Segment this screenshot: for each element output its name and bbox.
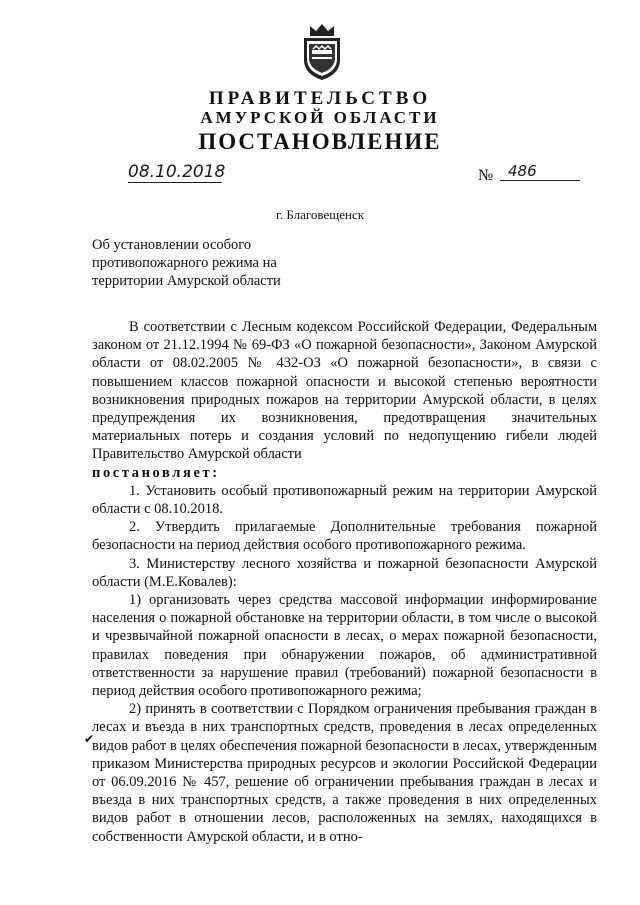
region-title: АМУРСКОЙ ОБЛАСТИ (200, 108, 440, 127)
preamble-paragraph: В соответствии с Лесным кодексом Российской Федерации, Федеральным законом от 21.12.1994 № 69-ФЗ «О пожарной безопасности», Законом Амурской области от 08.02.2005 № 432-ОЗ «О пожарной безопасности», в связи с повышением классов пожарной опасности и высокой степенью вероятности возникновения природных пожаров на территории Амурской области, в целях предупреждения их возникновения, предотвращения значительных материальных потерь и создания условий по недопущению гибели людей Правительство Амурской области (92, 319, 597, 463)
decree-keyword: постановляет: (92, 464, 220, 481)
decree-date: 08.10.2018 (128, 162, 226, 182)
decree-number: 486 (500, 162, 580, 181)
subject-line: территории Амурской области (92, 273, 281, 289)
paragraph-1: 1. Установить особый противопожарный режим на территории Амурской области с 08.10.2018. (92, 482, 597, 518)
government-title: ПРАВИТЕЛЬСТВО (208, 88, 432, 109)
decree-subject (92, 236, 332, 290)
paragraph-3: 3. Министерству лесного хозяйства и пожарной безопасности Амурской области (М.Е.Ковалев): (92, 555, 597, 590)
subject-line: противопожарного режима на (92, 255, 277, 271)
subparagraph-3-2: 2) принять в соответствии с Порядком ограничения пребывания граждан в лесах и въезда в них транспортных средств, проведения в лесах определенных видов работ в целях обеспечения пожарной безопасности в лесах, утвержденным приказом Министерства природных ресурсов и экологии Российской Федерации от 06.09.2016 № 457, решение об ограничении пребывания граждан в лесах и въезда в них транспортных средств, а также проведения в них определенных видов работ в отношении лесов, расположенных на землях, находящихся в собственности Амурской области, и в отно- (92, 701, 597, 845)
number-label: № (478, 167, 494, 184)
document-type-title: ПОСТАНОВЛЕНИЕ (198, 129, 442, 154)
paragraph-2: 2. Утвердить прилагаемые Дополнительные требования пожарной безопасности на период действия особого противопожарного режима. (92, 519, 597, 554)
decree-body (92, 318, 597, 846)
city-line: г. Благовещенск (275, 207, 365, 222)
margin-mark: ✔ (84, 732, 95, 746)
subject-line: Об установлении особого (92, 237, 252, 253)
coat-of-arms-icon (296, 22, 348, 82)
subparagraph-3-1: 1) организовать через средства массовой информации информирование населения о пожарной обстановке на территории области, в том числе о высокой и чрезвычайной пожарной опасности в лесах, о мерах пожарной безопасности, правилах поведения при обнаружении пожаров, об административной ответственности за нарушение правил (требований) пожарной безопасности в период действия особого противопожарного режима; (92, 592, 597, 700)
